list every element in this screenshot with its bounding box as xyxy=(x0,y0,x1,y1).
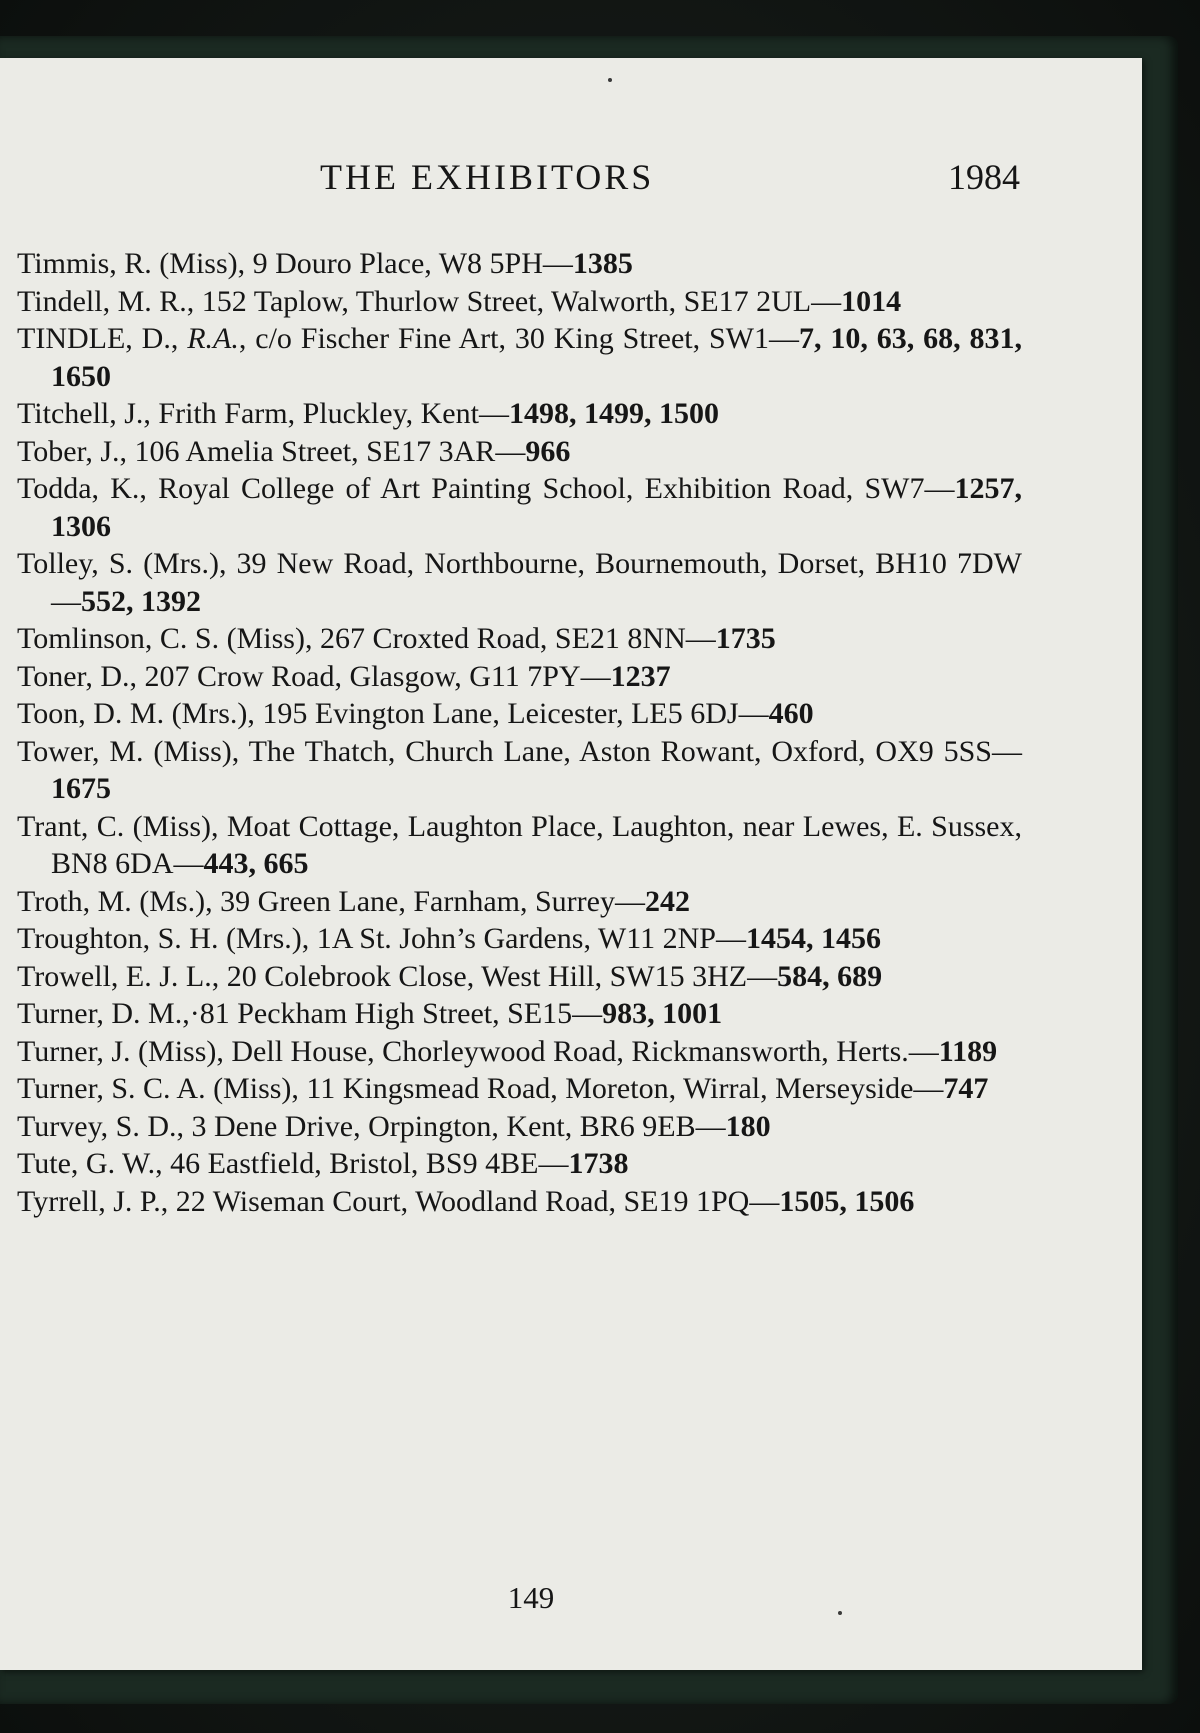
exhibitor-entry xyxy=(17,1070,1022,1108)
exhibitor-entry xyxy=(17,433,1022,471)
exhibitor-list xyxy=(17,245,1022,1220)
exhibitor-name-address: Troughton, S. H. (Mrs.), 1A St. John’s Gardens, W11 2NP xyxy=(17,922,716,955)
exhibitor-entry xyxy=(17,1183,1022,1221)
exhibitor-name-address: Troth, M. (Ms.), 39 Green Lane, Farnham, Surrey xyxy=(17,884,615,918)
em-dash-separator: — xyxy=(478,397,509,430)
exhibitor-name-address: Trowell, E. J. L., 20 Colebrook Close, West Hill, SW15 3HZ xyxy=(17,959,748,993)
exhibitor-name-address: Turner, J. (Miss), Dell House, Chorleywood Road, Rickmansworth, Herts. xyxy=(17,1034,909,1068)
exhibitor-name-address: Toon, D. M. (Mrs.), 195 Evington Lane, Leicester, LE5 6DJ xyxy=(17,697,739,730)
em-dash-separator: — xyxy=(769,322,799,355)
paper-speck xyxy=(608,78,612,82)
em-dash-separator: — xyxy=(811,284,842,318)
catalogue-numbers: 584, 689 xyxy=(777,959,883,993)
exhibitor-entry xyxy=(17,1108,1022,1146)
catalogue-numbers: 180 xyxy=(725,1109,771,1143)
exhibitor-entry xyxy=(17,245,1022,283)
exhibitor-name-address: Toner, D., 207 Crow Road, Glasgow, G11 7PY xyxy=(17,659,581,693)
em-dash-separator: — xyxy=(572,997,603,1030)
exhibitor-name-address: Tober, J., 106 Amelia Street, SE17 3AR xyxy=(17,434,496,468)
em-dash-separator: — xyxy=(614,884,645,918)
em-dash-separator: — xyxy=(538,1147,569,1180)
em-dash-separator: — xyxy=(685,622,716,655)
running-header xyxy=(0,156,1142,200)
catalogue-numbers: 1189 xyxy=(938,1034,998,1068)
exhibitor-entry xyxy=(17,733,1022,808)
exhibitor-entry xyxy=(17,658,1022,696)
catalogue-numbers: 1735 xyxy=(715,622,776,655)
em-dash-separator: — xyxy=(747,959,778,993)
catalogue-numbers: 747 xyxy=(943,1072,989,1105)
catalogue-numbers: 1237 xyxy=(610,659,671,693)
exhibitor-address: , c/o Fischer Fine Art, 30 King Street, SW1 xyxy=(238,322,769,355)
header-year: 1984 xyxy=(948,157,1020,197)
em-dash-separator: — xyxy=(542,247,573,280)
catalogue-numbers: 983, 1001 xyxy=(602,997,723,1030)
exhibitor-name-address: Tute, G. W., 46 Eastfield, Bristol, BS9 4BE xyxy=(17,1147,539,1180)
catalogue-numbers: 966 xyxy=(525,434,571,468)
page-title: THE EXHIBITORS xyxy=(320,157,655,197)
catalogue-numbers: 1498, 1499, 1500 xyxy=(508,397,719,430)
em-dash-separator: — xyxy=(749,1184,780,1218)
catalogue-numbers: 1454, 1456 xyxy=(745,922,881,955)
em-dash-separator: — xyxy=(715,922,746,955)
em-dash-separator: — xyxy=(738,697,769,730)
exhibitor-entry xyxy=(17,1033,1022,1071)
em-dash-separator: — xyxy=(924,472,955,505)
exhibitor-entry xyxy=(17,395,1022,433)
catalogue-numbers: 1675 xyxy=(51,772,111,805)
exhibitor-entry xyxy=(17,283,1022,321)
exhibitor-entry xyxy=(17,958,1022,996)
exhibitor-name-address: Turner, D. M.,·81 Peckham High Street, SE15 xyxy=(17,997,573,1030)
exhibitor-entry xyxy=(17,883,1022,921)
exhibitor-entry xyxy=(17,995,1022,1033)
catalogue-numbers: 443, 665 xyxy=(203,847,309,880)
exhibitor-honour: R.A. xyxy=(187,322,239,355)
exhibitor-name-address: Tower, M. (Miss), The Thatch, Church Lane, Aston Rowant, Oxford, OX9 5SS xyxy=(17,734,992,768)
em-dash-separator: — xyxy=(695,1109,726,1143)
em-dash-separator: — xyxy=(495,434,526,468)
catalogue-numbers: 552, 1392 xyxy=(81,584,201,618)
catalogue-numbers: 1014 xyxy=(841,284,902,318)
page-number: 149 xyxy=(507,1580,555,1615)
catalogue-numbers: 1738 xyxy=(568,1147,629,1180)
exhibitor-entry xyxy=(17,1145,1022,1183)
em-dash-separator: — xyxy=(992,734,1022,768)
exhibitor-name-address: Tomlinson, C. S. (Miss), 267 Croxted Road, SE21 8NN xyxy=(17,622,686,655)
em-dash-separator: — xyxy=(173,847,204,880)
exhibitor-name-address: Tolley, S. (Mrs.), 39 New Road, Northbourne, Bournemouth, Dorset, BH10 7DW xyxy=(17,547,1022,580)
exhibitor-name-address: Tyrrell, J. P., 22 Wiseman Court, Woodland Road, SE19 1PQ xyxy=(17,1184,750,1218)
exhibitor-name-address: Tindell, M. R., 152 Taplow, Thurlow Street, Walworth, SE17 2UL xyxy=(17,284,812,318)
exhibitor-entry xyxy=(17,470,1022,545)
exhibitor-name-address: Trant, C. (Miss), Moat Cottage, Laughton Place, Laughton, near Lewes, E. Sussex, BN8 6DA xyxy=(17,809,1022,880)
catalogue-numbers: 7, 10, 63, 68, 831, 1650 xyxy=(51,322,1022,393)
exhibitor-name-address: Titchell, J., Frith Farm, Pluckley, Kent xyxy=(17,397,479,430)
exhibitor-name-address: Todda, K., Royal College of Art Painting School, Exhibition Road, SW7 xyxy=(17,472,925,505)
book-page xyxy=(0,58,1142,1670)
catalogue-numbers: 1385 xyxy=(572,247,633,280)
em-dash-separator: — xyxy=(908,1034,939,1068)
em-dash-separator: — xyxy=(913,1072,944,1105)
exhibitor-entry xyxy=(17,808,1022,883)
em-dash-separator: — xyxy=(580,659,611,693)
catalogue-numbers: 460 xyxy=(768,697,814,730)
exhibitor-entry xyxy=(17,695,1022,733)
exhibitor-entry xyxy=(17,920,1022,958)
exhibitor-entry xyxy=(17,545,1022,620)
catalogue-numbers: 1505, 1506 xyxy=(779,1184,915,1218)
exhibitor-entry xyxy=(17,320,1022,395)
exhibitor-name-address: Timmis, R. (Miss), 9 Douro Place, W8 5PH xyxy=(17,247,543,280)
exhibitor-name-address: Turvey, S. D., 3 Dene Drive, Orpington, Kent, BR6 9EB xyxy=(17,1109,696,1143)
paper-speck xyxy=(838,1611,842,1615)
catalogue-numbers: 1257, 1306 xyxy=(51,472,1022,543)
exhibitor-entry xyxy=(17,620,1022,658)
page-footer xyxy=(0,1580,1142,1616)
em-dash-separator: — xyxy=(51,584,81,618)
exhibitor-name-address: Turner, S. C. A. (Miss), 11 Kingsmead Road, Moreton, Wirral, Merseyside xyxy=(17,1072,914,1105)
exhibitor-name-address: TINDLE, D., xyxy=(17,322,188,355)
catalogue-numbers: 242 xyxy=(644,884,690,918)
